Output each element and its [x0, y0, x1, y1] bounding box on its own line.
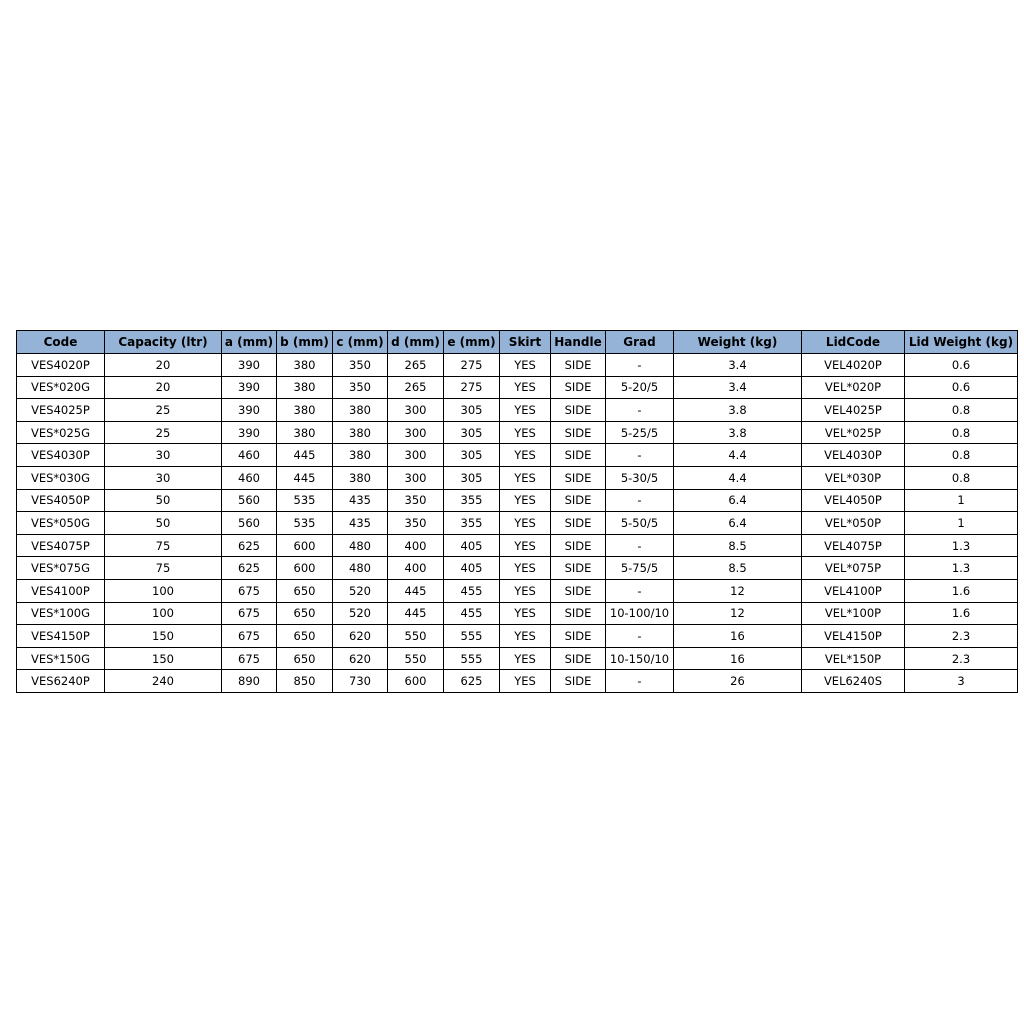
- table-row: [17, 670, 1018, 693]
- cell-b: 600: [277, 557, 333, 580]
- cell-a: 675: [222, 625, 277, 648]
- cell-lid-code: VEL*050P: [802, 512, 905, 535]
- cell-lid-weight: 0.6: [905, 376, 1018, 399]
- cell-c: 380: [333, 466, 388, 489]
- column-header-e: e (mm): [444, 331, 500, 354]
- cell-b: 535: [277, 512, 333, 535]
- cell-weight: 12: [674, 579, 802, 602]
- cell-handle: SIDE: [551, 512, 606, 535]
- cell-skirt: YES: [500, 557, 551, 580]
- cell-capacity: 25: [105, 421, 222, 444]
- cell-handle: SIDE: [551, 354, 606, 377]
- cell-grad: 10-100/10: [606, 602, 674, 625]
- cell-code: VES4020P: [17, 354, 105, 377]
- cell-skirt: YES: [500, 512, 551, 535]
- table-row: [17, 602, 1018, 625]
- cell-a: 560: [222, 489, 277, 512]
- cell-c: 380: [333, 399, 388, 422]
- table-row: [17, 399, 1018, 422]
- cell-c: 435: [333, 489, 388, 512]
- table-row: [17, 489, 1018, 512]
- cell-handle: SIDE: [551, 376, 606, 399]
- column-header-code: Code: [17, 331, 105, 354]
- cell-capacity: 20: [105, 376, 222, 399]
- cell-handle: SIDE: [551, 534, 606, 557]
- cell-skirt: YES: [500, 489, 551, 512]
- cell-skirt: YES: [500, 421, 551, 444]
- cell-b: 600: [277, 534, 333, 557]
- cell-lid-weight: 1: [905, 489, 1018, 512]
- cell-lid-code: VEL4100P: [802, 579, 905, 602]
- cell-handle: SIDE: [551, 625, 606, 648]
- cell-c: 520: [333, 602, 388, 625]
- cell-capacity: 100: [105, 579, 222, 602]
- cell-e: 305: [444, 399, 500, 422]
- cell-code: VES6240P: [17, 670, 105, 693]
- cell-lid-weight: 1.3: [905, 534, 1018, 557]
- cell-weight: 3.8: [674, 421, 802, 444]
- cell-a: 460: [222, 444, 277, 467]
- cell-lid-weight: 1.6: [905, 579, 1018, 602]
- cell-lid-code: VEL4150P: [802, 625, 905, 648]
- cell-skirt: YES: [500, 399, 551, 422]
- table-body: [17, 354, 1018, 693]
- cell-skirt: YES: [500, 534, 551, 557]
- cell-skirt: YES: [500, 354, 551, 377]
- cell-weight: 16: [674, 647, 802, 670]
- cell-lid-weight: 1: [905, 512, 1018, 535]
- cell-d: 300: [388, 421, 444, 444]
- cell-capacity: 100: [105, 602, 222, 625]
- cell-d: 550: [388, 625, 444, 648]
- cell-weight: 8.5: [674, 534, 802, 557]
- column-header-weight: Weight (kg): [674, 331, 802, 354]
- cell-grad: -: [606, 670, 674, 693]
- cell-d: 265: [388, 354, 444, 377]
- cell-a: 675: [222, 602, 277, 625]
- cell-lid-weight: 3: [905, 670, 1018, 693]
- cell-capacity: 75: [105, 534, 222, 557]
- cell-lid-weight: 2.3: [905, 625, 1018, 648]
- cell-c: 620: [333, 625, 388, 648]
- cell-c: 350: [333, 354, 388, 377]
- cell-weight: 4.4: [674, 466, 802, 489]
- column-header-handle: Handle: [551, 331, 606, 354]
- cell-a: 390: [222, 421, 277, 444]
- cell-c: 380: [333, 421, 388, 444]
- cell-grad: -: [606, 579, 674, 602]
- cell-e: 555: [444, 647, 500, 670]
- cell-c: 435: [333, 512, 388, 535]
- cell-handle: SIDE: [551, 647, 606, 670]
- table-row: [17, 647, 1018, 670]
- cell-e: 405: [444, 557, 500, 580]
- column-header-b: b (mm): [277, 331, 333, 354]
- column-header-d: d (mm): [388, 331, 444, 354]
- cell-grad: 5-75/5: [606, 557, 674, 580]
- cell-skirt: YES: [500, 602, 551, 625]
- column-header-grad: Grad: [606, 331, 674, 354]
- cell-code: VES4100P: [17, 579, 105, 602]
- cell-c: 730: [333, 670, 388, 693]
- cell-e: 275: [444, 376, 500, 399]
- cell-grad: -: [606, 534, 674, 557]
- table-row: [17, 512, 1018, 535]
- cell-b: 380: [277, 354, 333, 377]
- cell-c: 350: [333, 376, 388, 399]
- cell-a: 390: [222, 354, 277, 377]
- cell-lid-weight: 0.8: [905, 444, 1018, 467]
- cell-b: 380: [277, 376, 333, 399]
- cell-lid-code: VEL4025P: [802, 399, 905, 422]
- cell-capacity: 50: [105, 512, 222, 535]
- cell-d: 445: [388, 579, 444, 602]
- cell-b: 445: [277, 466, 333, 489]
- cell-lid-code: VEL4075P: [802, 534, 905, 557]
- cell-d: 300: [388, 399, 444, 422]
- cell-weight: 26: [674, 670, 802, 693]
- column-header-capacity: Capacity (ltr): [105, 331, 222, 354]
- cell-lid-code: VEL*030P: [802, 466, 905, 489]
- cell-a: 390: [222, 399, 277, 422]
- cell-weight: 6.4: [674, 489, 802, 512]
- cell-c: 620: [333, 647, 388, 670]
- header-row: [17, 331, 1018, 354]
- cell-e: 305: [444, 444, 500, 467]
- cell-a: 675: [222, 579, 277, 602]
- cell-weight: 12: [674, 602, 802, 625]
- cell-lid-code: VEL*025P: [802, 421, 905, 444]
- cell-lid-code: VEL*150P: [802, 647, 905, 670]
- cell-skirt: YES: [500, 647, 551, 670]
- table-row: [17, 354, 1018, 377]
- column-header-a: a (mm): [222, 331, 277, 354]
- cell-d: 265: [388, 376, 444, 399]
- cell-code: VES4075P: [17, 534, 105, 557]
- table-row: [17, 579, 1018, 602]
- cell-lid-weight: 0.6: [905, 354, 1018, 377]
- cell-grad: 5-50/5: [606, 512, 674, 535]
- cell-lid-weight: 1.6: [905, 602, 1018, 625]
- cell-a: 460: [222, 466, 277, 489]
- cell-handle: SIDE: [551, 421, 606, 444]
- cell-code: VES*075G: [17, 557, 105, 580]
- cell-grad: -: [606, 444, 674, 467]
- cell-b: 650: [277, 625, 333, 648]
- cell-b: 650: [277, 602, 333, 625]
- cell-capacity: 240: [105, 670, 222, 693]
- cell-capacity: 150: [105, 647, 222, 670]
- cell-lid-weight: 2.3: [905, 647, 1018, 670]
- cell-e: 275: [444, 354, 500, 377]
- cell-code: VES4150P: [17, 625, 105, 648]
- cell-d: 350: [388, 512, 444, 535]
- cell-d: 400: [388, 557, 444, 580]
- cell-skirt: YES: [500, 444, 551, 467]
- cell-grad: 5-30/5: [606, 466, 674, 489]
- column-header-lid-weight: Lid Weight (kg): [905, 331, 1018, 354]
- table-row: [17, 444, 1018, 467]
- cell-skirt: YES: [500, 625, 551, 648]
- cell-handle: SIDE: [551, 466, 606, 489]
- cell-a: 390: [222, 376, 277, 399]
- cell-grad: 5-20/5: [606, 376, 674, 399]
- cell-grad: 10-150/10: [606, 647, 674, 670]
- cell-lid-code: VEL4030P: [802, 444, 905, 467]
- cell-e: 355: [444, 512, 500, 535]
- cell-grad: 5-25/5: [606, 421, 674, 444]
- cell-handle: SIDE: [551, 670, 606, 693]
- cell-grad: -: [606, 354, 674, 377]
- cell-b: 380: [277, 421, 333, 444]
- cell-weight: 16: [674, 625, 802, 648]
- cell-b: 850: [277, 670, 333, 693]
- cell-code: VES*030G: [17, 466, 105, 489]
- cell-c: 380: [333, 444, 388, 467]
- cell-handle: SIDE: [551, 444, 606, 467]
- cell-weight: 3.4: [674, 354, 802, 377]
- cell-weight: 4.4: [674, 444, 802, 467]
- cell-lid-code: VEL4050P: [802, 489, 905, 512]
- cell-weight: 6.4: [674, 512, 802, 535]
- cell-code: VES*020G: [17, 376, 105, 399]
- cell-capacity: 75: [105, 557, 222, 580]
- table-header: [17, 331, 1018, 354]
- cell-b: 535: [277, 489, 333, 512]
- cell-c: 480: [333, 534, 388, 557]
- cell-e: 355: [444, 489, 500, 512]
- cell-a: 625: [222, 534, 277, 557]
- cell-lid-code: VEL4020P: [802, 354, 905, 377]
- cell-e: 455: [444, 579, 500, 602]
- cell-b: 650: [277, 647, 333, 670]
- table-row: [17, 534, 1018, 557]
- cell-c: 480: [333, 557, 388, 580]
- cell-lid-code: VEL*075P: [802, 557, 905, 580]
- cell-lid-weight: 0.8: [905, 466, 1018, 489]
- cell-code: VES*100G: [17, 602, 105, 625]
- cell-code: VES*025G: [17, 421, 105, 444]
- cell-e: 405: [444, 534, 500, 557]
- cell-lid-weight: 1.3: [905, 557, 1018, 580]
- table-row: [17, 625, 1018, 648]
- cell-grad: -: [606, 625, 674, 648]
- cell-e: 555: [444, 625, 500, 648]
- cell-d: 600: [388, 670, 444, 693]
- table-row: [17, 466, 1018, 489]
- cell-skirt: YES: [500, 579, 551, 602]
- cell-handle: SIDE: [551, 399, 606, 422]
- cell-skirt: YES: [500, 466, 551, 489]
- cell-capacity: 25: [105, 399, 222, 422]
- cell-capacity: 30: [105, 444, 222, 467]
- cell-handle: SIDE: [551, 579, 606, 602]
- cell-weight: 3.8: [674, 399, 802, 422]
- cell-handle: SIDE: [551, 557, 606, 580]
- cell-skirt: YES: [500, 376, 551, 399]
- cell-d: 550: [388, 647, 444, 670]
- column-header-lid-code: LidCode: [802, 331, 905, 354]
- cell-code: VES4050P: [17, 489, 105, 512]
- cell-d: 350: [388, 489, 444, 512]
- cell-e: 455: [444, 602, 500, 625]
- table-row: [17, 421, 1018, 444]
- cell-a: 890: [222, 670, 277, 693]
- cell-a: 675: [222, 647, 277, 670]
- table-row: [17, 557, 1018, 580]
- cell-lid-weight: 0.8: [905, 421, 1018, 444]
- cell-d: 300: [388, 466, 444, 489]
- cell-handle: SIDE: [551, 489, 606, 512]
- cell-e: 305: [444, 421, 500, 444]
- cell-grad: -: [606, 489, 674, 512]
- cell-lid-code: VEL6240S: [802, 670, 905, 693]
- cell-a: 625: [222, 557, 277, 580]
- cell-code: VES*050G: [17, 512, 105, 535]
- cell-lid-weight: 0.8: [905, 399, 1018, 422]
- cell-b: 445: [277, 444, 333, 467]
- cell-capacity: 30: [105, 466, 222, 489]
- cell-d: 300: [388, 444, 444, 467]
- cell-a: 560: [222, 512, 277, 535]
- cell-b: 650: [277, 579, 333, 602]
- cell-capacity: 150: [105, 625, 222, 648]
- cell-code: VES*150G: [17, 647, 105, 670]
- cell-b: 380: [277, 399, 333, 422]
- cell-lid-code: VEL*020P: [802, 376, 905, 399]
- cell-weight: 3.4: [674, 376, 802, 399]
- table-row: [17, 376, 1018, 399]
- cell-code: VES4030P: [17, 444, 105, 467]
- cell-d: 445: [388, 602, 444, 625]
- column-header-skirt: Skirt: [500, 331, 551, 354]
- cell-e: 625: [444, 670, 500, 693]
- cell-lid-code: VEL*100P: [802, 602, 905, 625]
- cell-capacity: 20: [105, 354, 222, 377]
- cell-code: VES4025P: [17, 399, 105, 422]
- cell-skirt: YES: [500, 670, 551, 693]
- cell-weight: 8.5: [674, 557, 802, 580]
- cell-c: 520: [333, 579, 388, 602]
- cell-grad: -: [606, 399, 674, 422]
- cell-handle: SIDE: [551, 602, 606, 625]
- spec-table: [16, 330, 1018, 693]
- column-header-c: c (mm): [333, 331, 388, 354]
- cell-d: 400: [388, 534, 444, 557]
- cell-capacity: 50: [105, 489, 222, 512]
- cell-e: 305: [444, 466, 500, 489]
